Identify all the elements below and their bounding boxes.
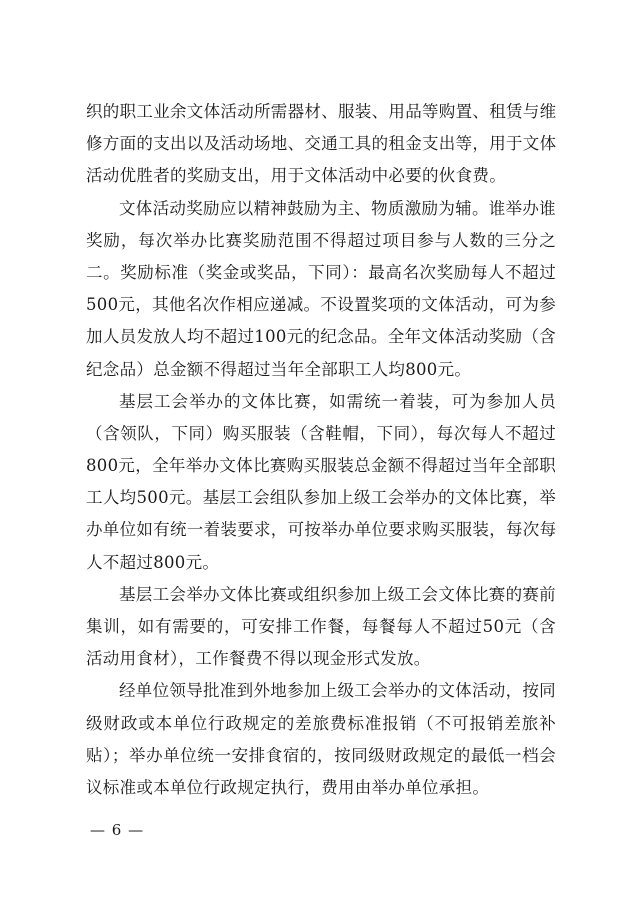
text-line: 修方面的支出以及活动场地、交通工具的租金支出等，用于文体 [86,134,557,154]
text-line: 贴）；举办单位统一安排食宿的，按同级财政规定的最低一档会 [86,745,556,765]
text-line: 文体活动奖励应以精神鼓励为主、物质激励为辅。谁举办谁 [119,198,556,218]
text-line: 办单位如有统一着装要求，可按举办单位要求购买服装，每次每 [86,520,557,540]
text-line: 经单位领导批准到外地参加上级工会举办的文体活动，按同 [119,681,556,701]
text-line: 基层工会举办文体比赛或组织参加上级工会文体比赛的赛前 [119,584,556,604]
text-line: 基层工会举办的文体比赛，如需统一着装，可为参加人员 [119,391,556,411]
text-line: 二。奖励标准（奖金或奖品，下同）：最高名次奖励每人不超过 [86,262,556,282]
text-line: 500元，其他名次作相应递减。不设置奖项的文体活动，可为参 [86,295,556,315]
text-line: 工人均500元。基层工会组队参加上级工会举办的文体比赛，举 [86,488,556,508]
text-line: 活动用食材），工作餐费不得以现金形式发放。 [86,649,431,669]
text-line: 人不超过800元。 [86,552,220,572]
text-line: （含领队，下同）购买服装（含鞋帽，下同），每次每人不超过 [86,423,556,443]
text-line: 奖励，每次举办比赛奖励范围不得超过项目参与人数的三分之 [86,230,556,250]
text-line: 集训，如有需要的，可安排工作餐，每餐每人不超过50元（含 [86,617,556,636]
text-line: 活动优胜者的奖励支出，用于文体活动中必要的伙食费。 [86,166,506,186]
text-line: 织的职工业余文体活动所需器材、服装、用品等购置、租赁与维 [86,102,557,121]
text-line: 议标准或本单位行政规定执行，费用由举办单位承担。 [86,777,490,797]
text-line: 加人员发放人均不超过100元的纪念品。全年文体活动奖励（含 [86,327,556,347]
text-line: 800元，全年举办文体比赛购买服装总金额不得超过当年全部职 [86,456,556,476]
text-line: 纪念品）总金额不得超过当年全部职工人均800元。 [86,359,472,379]
body-text [86,96,556,804]
text-line: 级财政或本单位行政规定的差旅费标准报销（不可报销差旅补 [86,713,556,733]
page-number: — 6 — [90,821,145,839]
